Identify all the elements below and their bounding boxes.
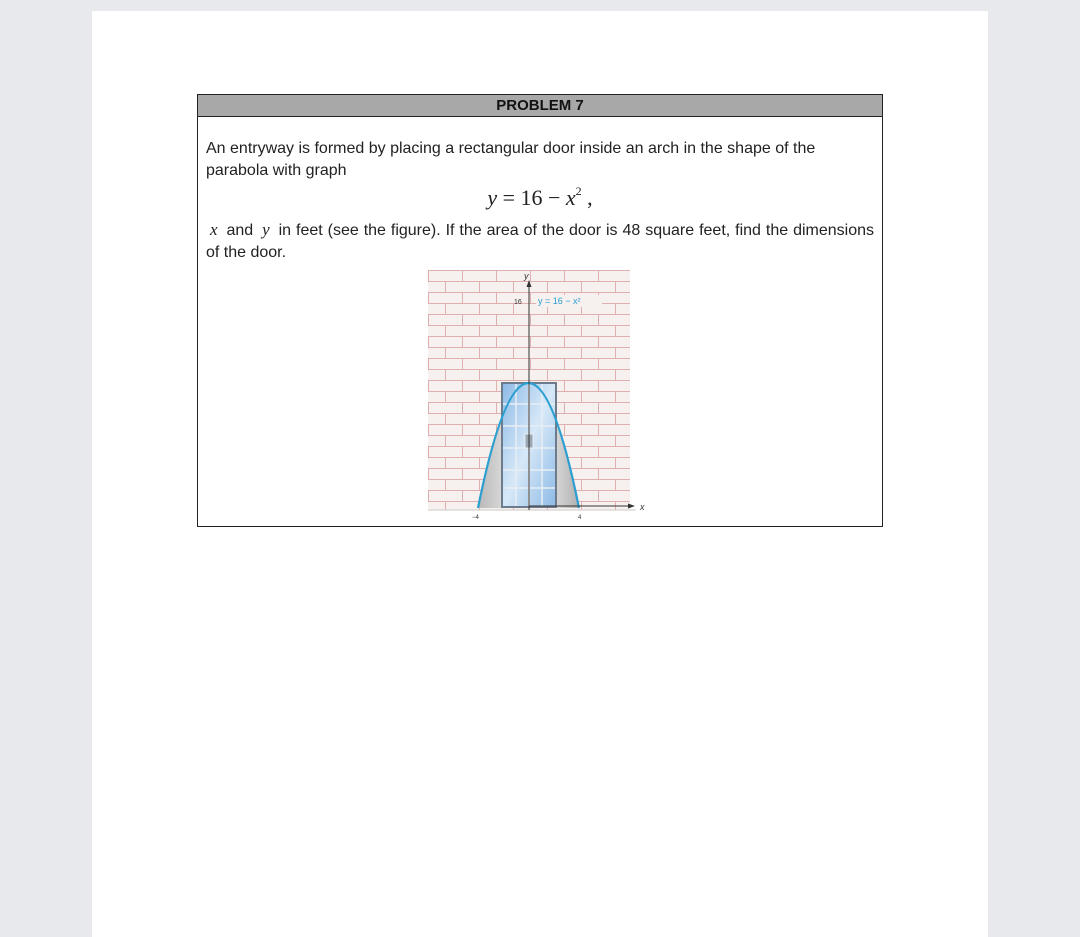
equation-exponent: 2 [575,183,582,198]
and-text: and [221,222,259,239]
problem-paragraph-1: An entryway is formed by placing a rectangular door inside an arch in the shape of the parabola with graph [206,140,816,179]
var-y: y [262,220,270,239]
y-axis-label: y [524,271,529,281]
equation-lhs: y [487,185,498,210]
x-axis-label: x [640,502,645,512]
y-tick-16: 16 [514,299,522,306]
equation-eq: = 16 − [497,185,566,210]
problem-paragraph-2 [206,219,874,264]
equation-trail: , [581,185,593,210]
arch-diagram [428,270,645,522]
parabola-equation [198,185,882,211]
paragraph-2-rest: in feet (see the figure). If the area of the door is 48 square feet, find the dimensions of the door. [206,222,874,261]
curve-label: y = 16 − x² [538,296,581,306]
entryway-figure [428,270,645,522]
problem-box [197,94,883,527]
problem-title: PROBLEM 7 [198,95,882,117]
var-x: x [210,220,218,239]
equation-var: x [565,185,576,210]
document-page [92,11,988,937]
x-tick-neg-4: −4 [472,515,479,521]
x-tick-4: 4 [578,515,582,521]
